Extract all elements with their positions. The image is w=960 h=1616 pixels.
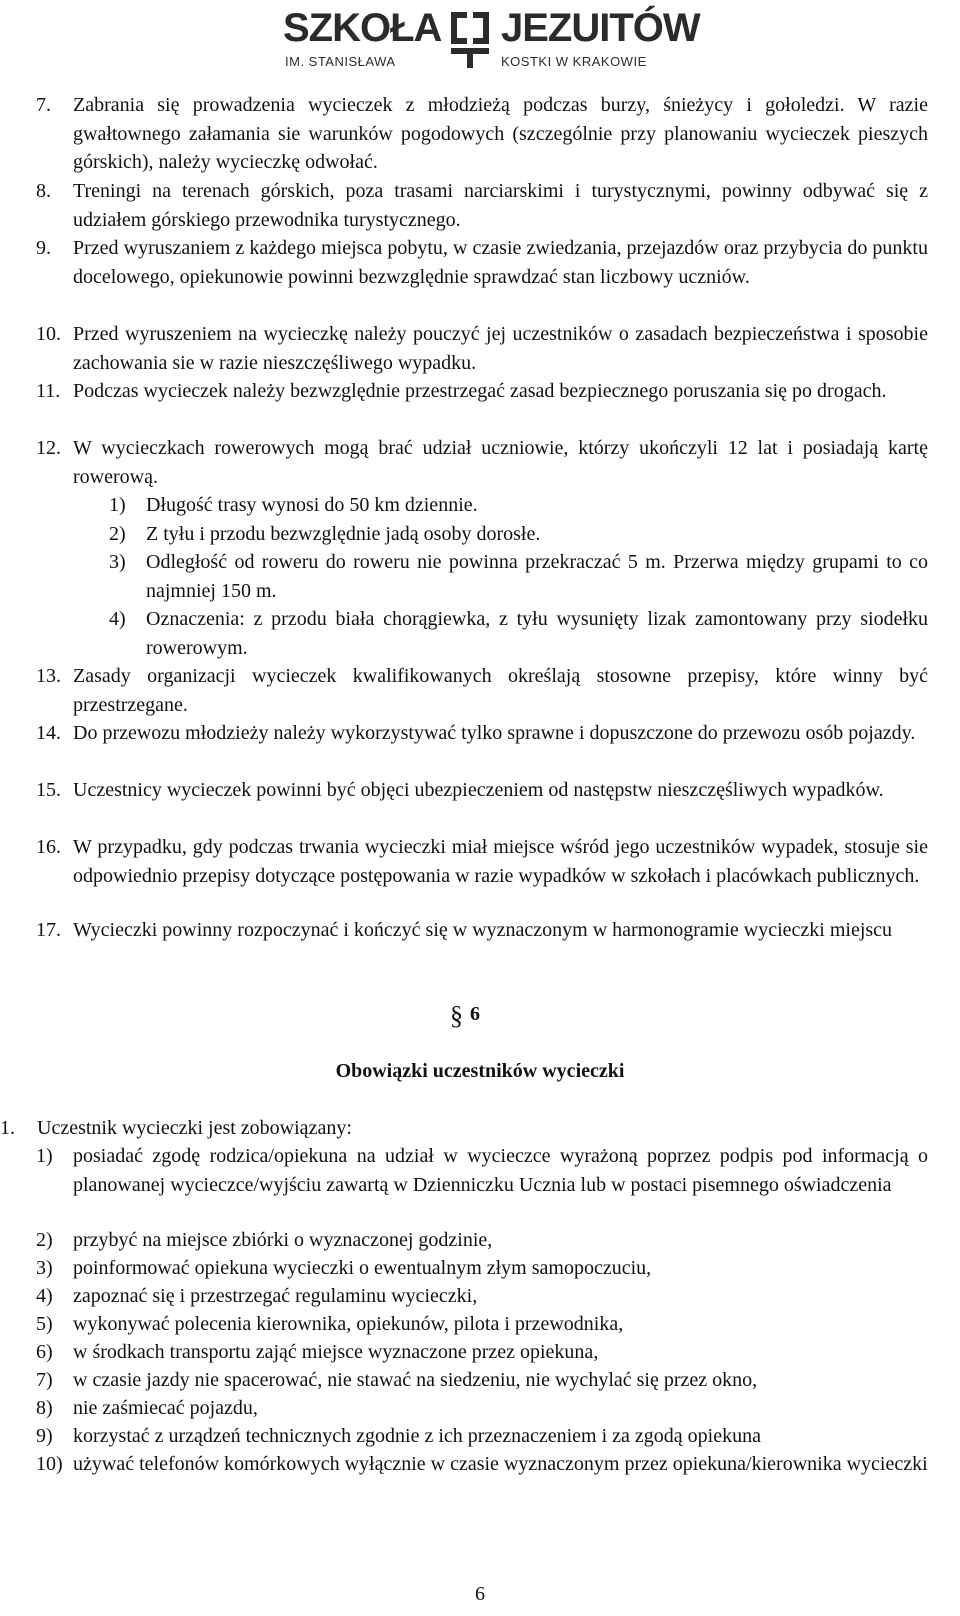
- duty-item: [36, 1338, 928, 1367]
- duty-intro: [0, 1114, 928, 1143]
- list-item: [36, 833, 928, 890]
- logo-word-right: JEZUITÓW: [501, 6, 700, 50]
- list-text: Treningi na terenach górskich, poza trasami narciarskimi i turystycznymi, powinny odbywać się z udziałem górskiego przewodnika turystycznego.: [73, 180, 928, 231]
- section-symbol: §: [450, 1001, 463, 1030]
- list-item: [36, 377, 928, 406]
- list-number: 4): [109, 608, 126, 630]
- list-item: [36, 91, 928, 177]
- list-text: W wycieczkach rowerowych mogą brać udział uczniowie, którzy ukończyli 12 lat i posiadają kartę rowerową.: [73, 437, 928, 488]
- list-number: 12.: [36, 437, 61, 459]
- list-text: Oznaczenia: z przodu biała chorągiewka, z tyłu wysunięty lizak zamontowany przy siodełku rowerowym.: [146, 608, 928, 659]
- sub-list-item: [109, 605, 928, 662]
- duty-item: [36, 1310, 928, 1339]
- sub-list-item: [109, 520, 928, 549]
- list-number: 15.: [36, 779, 61, 801]
- list-number: 4): [36, 1285, 53, 1307]
- logo-subline-left: IM. STANISŁAWA: [285, 54, 396, 69]
- list-text: zapoznać się i przestrzegać regulaminu wycieczki,: [73, 1285, 478, 1307]
- list-number: 9.: [36, 237, 51, 259]
- section-title: Obowiązki uczestników wycieczki: [335, 1060, 625, 1082]
- list-number: 8.: [36, 180, 51, 202]
- section-marker: [450, 998, 480, 1028]
- list-number: 1): [36, 1145, 53, 1167]
- list-text: korzystać z urządzeń technicznych zgodnie z ich przeznaczeniem i za zgodą opiekuna: [73, 1425, 761, 1447]
- list-number: 13.: [36, 665, 61, 687]
- list-text: Długość trasy wynosi do 50 km dziennie.: [146, 494, 478, 516]
- list-text: nie zaśmiecać pojazdu,: [73, 1397, 258, 1419]
- sub-list-item: [109, 548, 928, 605]
- logo-subline-right: KOSTKI W KRAKOWIE: [501, 54, 647, 69]
- list-text: w środkach transportu zająć miejsce wyznaczone przez opiekuna,: [73, 1341, 599, 1363]
- duty-item: [36, 1394, 928, 1423]
- list-text: posiadać zgodę rodzica/opiekuna na udział w wycieczce wyrażoną poprzez podpis pod informacją o planowanej wycieczce/wyjściu zawartą w Dzienniczku Ucznia lub w postaci pisemnego oświadczenia: [73, 1145, 928, 1196]
- list-text: wykonywać polecenia kierownika, opiekunów, pilota i przewodnika,: [73, 1313, 624, 1335]
- list-text: Wycieczki powinny rozpoczynać i kończyć się w wyznaczonym w harmonogramie wycieczki miejscu: [73, 919, 893, 941]
- list-number: 10.: [36, 323, 61, 345]
- duty-item: [36, 1366, 928, 1395]
- jesuit-emblem-icon: [445, 8, 495, 72]
- list-number: 14.: [36, 722, 61, 744]
- list-number: 10): [36, 1453, 63, 1475]
- list-item: [36, 177, 928, 234]
- list-number: 1.: [0, 1117, 15, 1139]
- list-item: [36, 234, 928, 291]
- list-number: 8): [36, 1397, 53, 1419]
- list-number: 1): [109, 494, 126, 516]
- list-number: 2): [36, 1229, 53, 1251]
- list-text: Do przewozu młodzieży należy wykorzystywać tylko sprawne i dopuszczone do przewozu osób pojazdy.: [73, 722, 916, 744]
- list-item: [36, 434, 928, 491]
- list-text: Przed wyruszeniem na wycieczkę należy pouczyć jej uczestników o zasadach bezpieczeństwa i sposobie zachowania sie w razie nieszczęśliwego wypadku.: [73, 323, 928, 374]
- list-number: 16.: [36, 836, 61, 858]
- list-text: Uczestnik wycieczki jest zobowiązany:: [37, 1117, 352, 1139]
- duty-item: [36, 1254, 928, 1283]
- list-text: W przypadku, gdy podczas trwania wycieczki miał miejsce wśród jego uczestników wypadek, stosuje sie odpowiednio przepisy dotyczące postępowania w razie wypadków w szkołach i placówkach publicznych.: [73, 836, 928, 887]
- list-number: 3): [36, 1257, 53, 1279]
- list-number: 6): [36, 1341, 53, 1363]
- duty-item: [36, 1450, 928, 1479]
- list-number: 17.: [36, 919, 61, 941]
- list-text: Zasady organizacji wycieczek kwalifikowanych określają stosowne przepisy, które winny być przestrzegane.: [73, 665, 928, 716]
- list-item: [36, 776, 928, 805]
- sub-list-item: [109, 491, 928, 520]
- list-text: w czasie jazdy nie spacerować, nie stawać na siedzeniu, nie wychylać się przez okno,: [73, 1369, 758, 1391]
- list-text: Zabrania się prowadzenia wycieczek z młodzieżą podczas burzy, śnieżycy i gołoledzi. W razie gwałtownego załamania sie warunków pogodowych (szczególnie przy planowaniu wycieczek pieszych górskich), należy wycieczkę odwołać.: [73, 94, 928, 174]
- list-item: [36, 719, 928, 748]
- duty-item: [36, 1282, 928, 1311]
- list-number: 7.: [36, 94, 51, 116]
- logo-word-left: SZKOŁA: [283, 6, 442, 50]
- list-text: Uczestnicy wycieczek powinni być objęci ubezpieczeniem od następstw nieszczęśliwych wypadków.: [73, 779, 884, 801]
- duty-item: [36, 1142, 928, 1199]
- section-number: 6: [470, 1003, 480, 1025]
- list-text: Z tyłu i przodu bezwzględnie jadą osoby dorosłe.: [146, 523, 541, 545]
- list-number: 9): [36, 1425, 53, 1447]
- list-text: Przed wyruszaniem z każdego miejsca pobytu, w czasie zwiedzania, przejazdów oraz przybycia do punktu docelowego, opiekunowie powinni bezwzględnie sprawdzać stan liczbowy uczniów.: [73, 237, 928, 288]
- list-item: [36, 662, 928, 719]
- list-text: używać telefonów komórkowych wyłącznie w czasie wyznaczonym przez opiekuna/kierownika wycieczki: [73, 1453, 928, 1475]
- list-text: poinformować opiekuna wycieczki o ewentualnym złym samopoczuciu,: [73, 1257, 652, 1279]
- list-text: Podczas wycieczek należy bezwzględnie przestrzegać zasad bezpiecznego poruszania się po drogach.: [73, 380, 887, 402]
- duty-item: [36, 1422, 928, 1451]
- page-number: 6: [475, 1583, 485, 1605]
- list-number: 2): [109, 523, 126, 545]
- list-text: przybyć na miejsce zbiórki o wyznaczonej godzinie,: [73, 1229, 493, 1251]
- list-item: [36, 916, 928, 945]
- list-item: [36, 320, 928, 377]
- school-logo: [283, 4, 700, 82]
- list-number: 3): [109, 551, 126, 573]
- list-number: 5): [36, 1313, 53, 1335]
- list-number: 11.: [36, 380, 61, 402]
- list-text: Odległość od roweru do roweru nie powinna przekraczać 5 m. Przerwa między grupami to co najmniej 150 m.: [146, 551, 928, 602]
- duty-item: [36, 1226, 928, 1255]
- list-number: 7): [36, 1369, 53, 1391]
